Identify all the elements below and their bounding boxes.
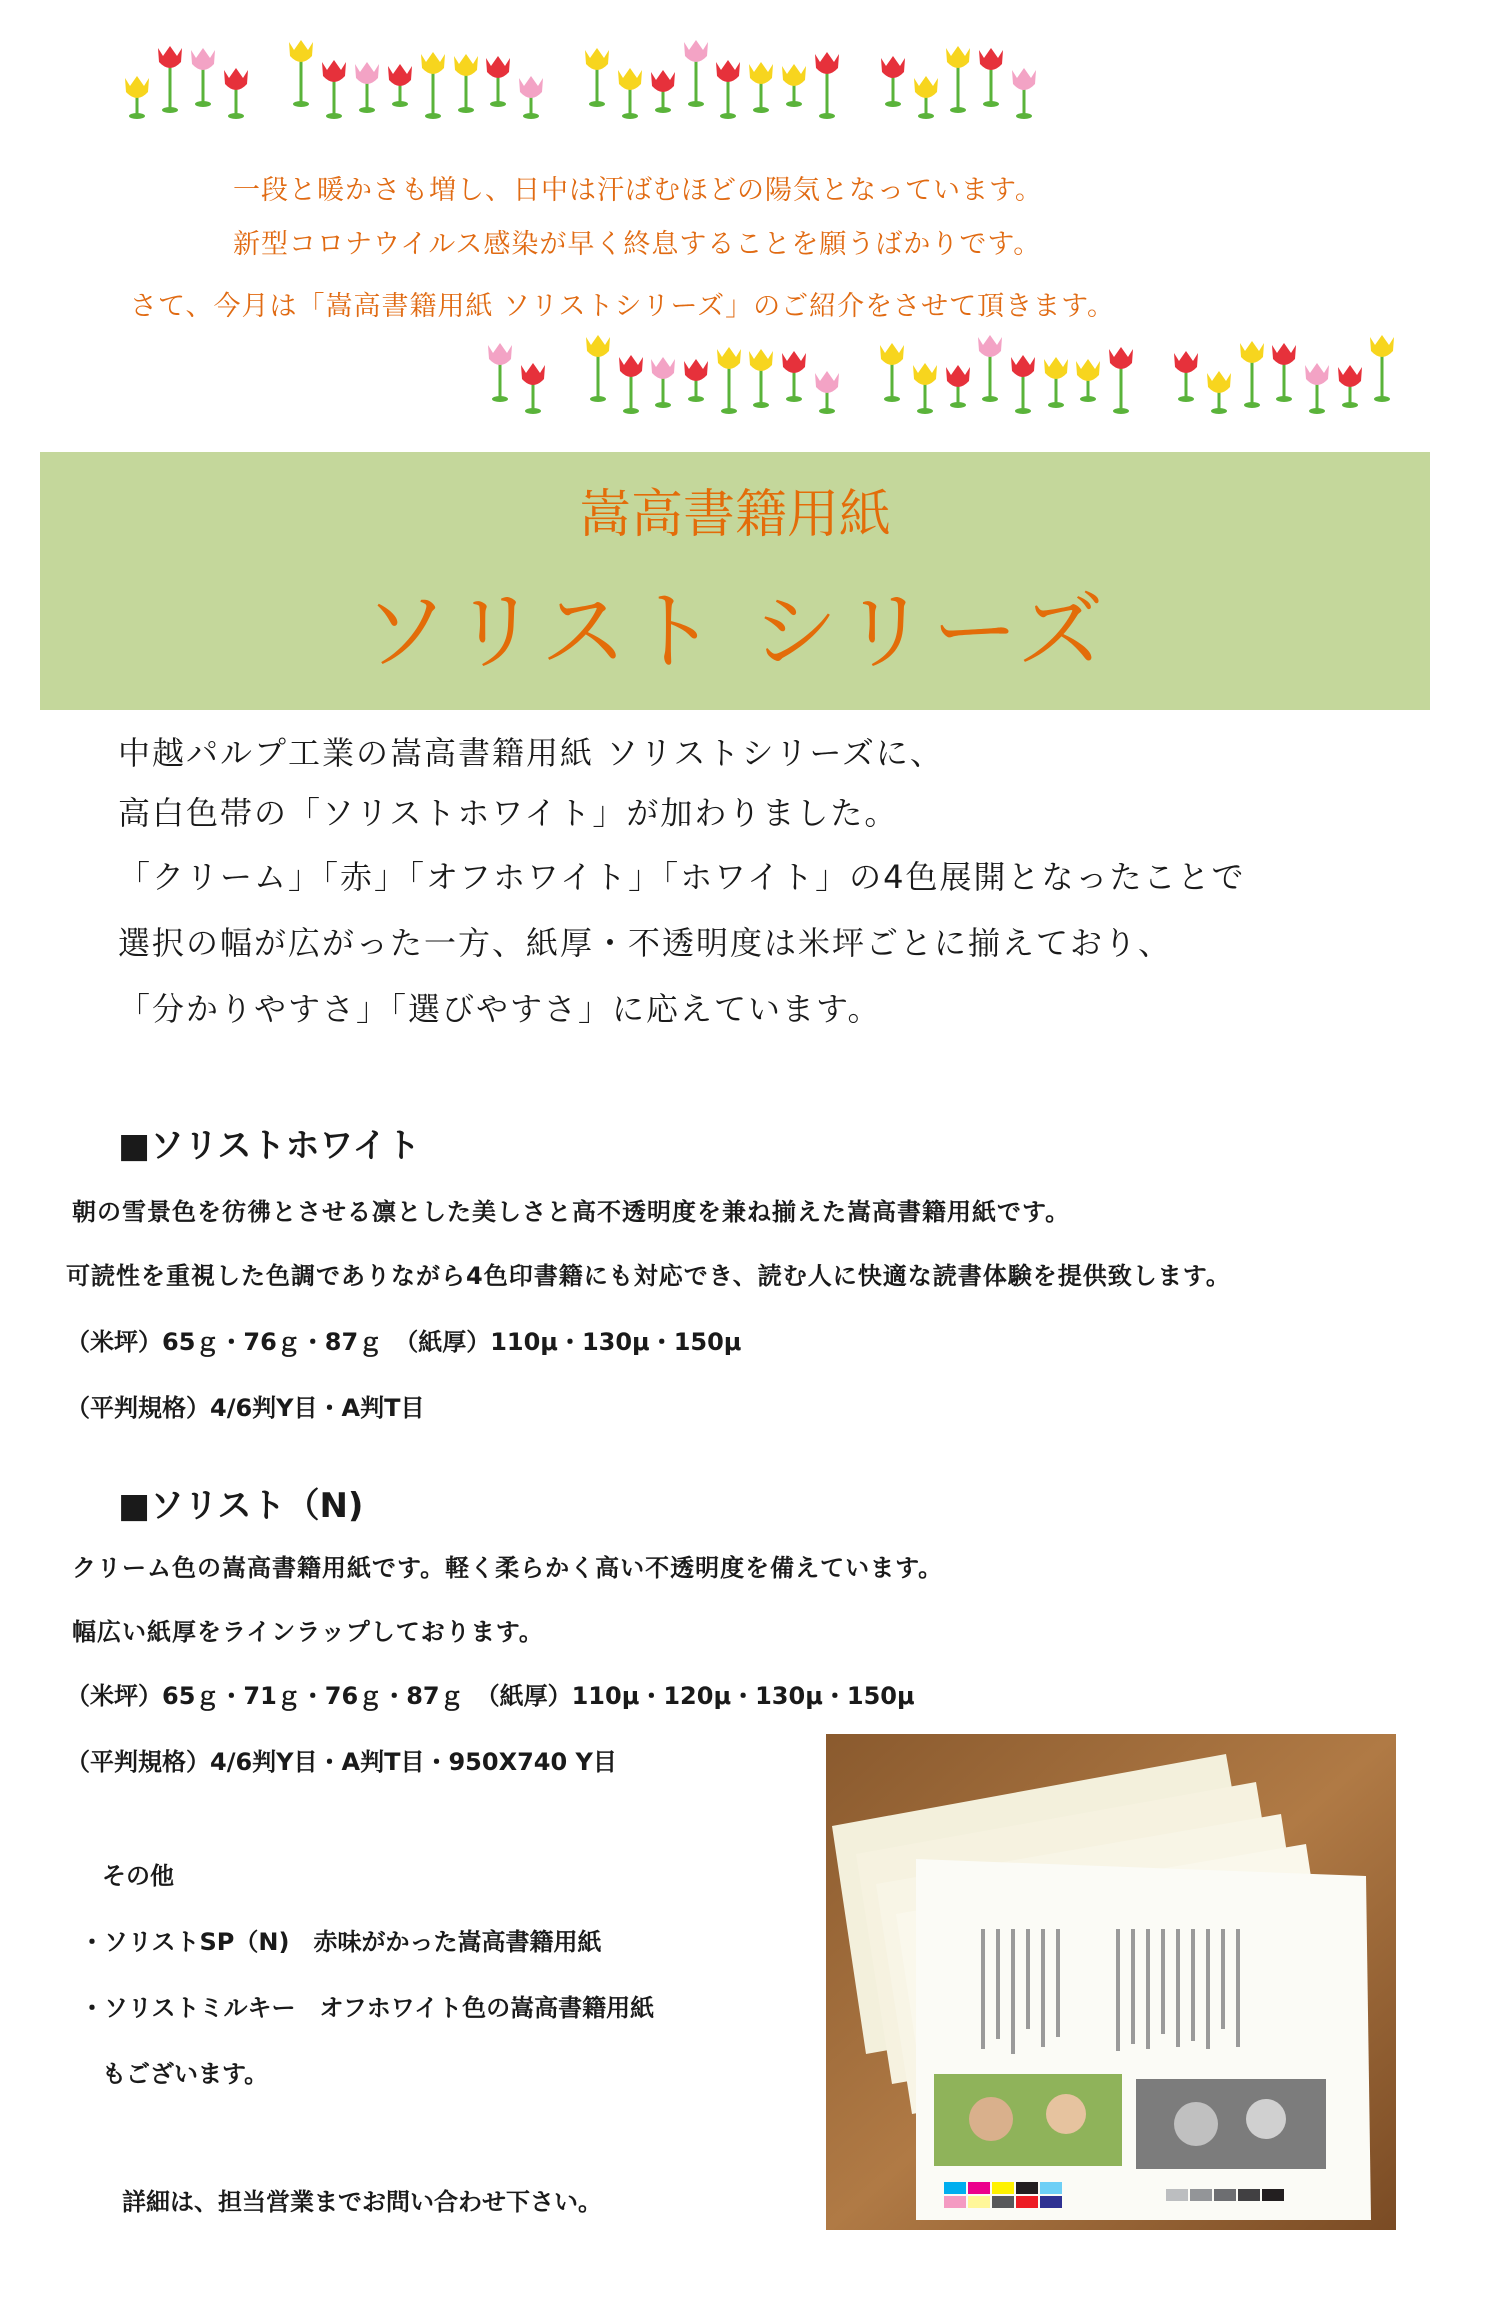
tulip-icon: [582, 44, 612, 108]
tulip-icon: [976, 44, 1006, 108]
white-desc-1: 朝の雪景色を彷彿とさせる凛とした美しさと高不透明度を兼ね揃えた嵩高書籍用紙です。: [72, 1198, 1071, 1226]
lead-line-1: 中越パルプ工業の嵩高書籍用紙 ソリストシリーズに、: [118, 734, 944, 772]
tulip-icon: [286, 36, 316, 108]
tulip-icon: [418, 48, 448, 120]
contact-note: 詳細は、担当営業までお問い合わせ下さい。: [122, 2188, 602, 2216]
tulip-icon: [779, 60, 809, 108]
paper-samples-photo: [826, 1734, 1396, 2230]
white-spec-2: （平判規格）4/6判Y目・A判T目: [66, 1394, 425, 1422]
tulip-icon: [385, 60, 415, 108]
tulip-icon: [911, 72, 941, 120]
tulip-icon: [1367, 331, 1397, 403]
tulip-icon: [648, 353, 678, 409]
tulip-icon: [681, 36, 711, 108]
tulip-icon: [878, 52, 908, 108]
tulip-icon: [1106, 343, 1136, 415]
tulip-icon: [713, 56, 743, 120]
intro-line-1: 一段と暖かさも増し、日中は汗ばむほどの陽気となっています。: [233, 175, 1043, 206]
section-heading-white: ■ソリストホワイト: [118, 1126, 421, 1166]
other-item-2: ・ソリストミルキー オフホワイト色の嵩高書籍用紙: [80, 1994, 655, 2022]
tulip-icon: [319, 56, 349, 120]
tulip-icon: [1008, 351, 1038, 415]
tulip-icon: [1237, 337, 1267, 409]
tulip-icon: [583, 331, 613, 403]
tulip-icon: [451, 50, 481, 114]
n-spec-2: （平判規格）4/6判Y目・A判T目・950X740 Y目: [66, 1748, 617, 1776]
intro-line-3: さて、今月は「嵩高書籍用紙 ソリストシリーズ」のご紹介をさせて頂きます。: [130, 291, 1115, 322]
tulip-icon: [485, 339, 515, 403]
tulip-icon: [1041, 353, 1071, 409]
n-spec-1: （米坪）65ｇ・71ｇ・76ｇ・87ｇ （紙厚）110μ・120μ・130μ・150μ: [66, 1682, 915, 1710]
white-spec-1: （米坪）65ｇ・76ｇ・87ｇ （紙厚）110μ・130μ・150μ: [66, 1328, 742, 1356]
lead-line-4: 選択の幅が広がった一方、紙厚・不透明度は米坪ごとに揃えており、: [118, 924, 1173, 962]
tulip-icon: [155, 42, 185, 114]
tulip-icon: [812, 48, 842, 120]
tulip-icon: [188, 44, 218, 108]
tulip-icon: [615, 64, 645, 120]
lead-line-3: 「クリーム」「赤」「オフホワイト」「ホワイト」の4色展開となったことで: [118, 858, 1246, 896]
tulip-icon: [975, 331, 1005, 403]
tulip-icon: [516, 72, 546, 120]
tulip-icon: [122, 72, 152, 120]
tulip-icon: [779, 347, 809, 403]
lead-line-2: 高白色帯の「ソリストホワイト」が加わりました。: [118, 794, 899, 832]
tulip-icon: [943, 361, 973, 409]
section-heading-n: ■ソリスト（N): [118, 1486, 364, 1526]
other-item-1: ・ソリストSP（N) 赤味がかった嵩高書籍用紙: [80, 1928, 602, 1956]
banner-title: 嵩高書籍用紙: [578, 485, 891, 545]
tulip-icon: [746, 58, 776, 114]
tulip-icon: [1335, 361, 1365, 409]
tulip-icon: [681, 355, 711, 403]
tulip-icon: [518, 359, 548, 415]
intro-line-2: 新型コロナウイルス感染が早く終息することを願うばかりです。: [233, 229, 1042, 260]
tulip-icon: [714, 343, 744, 415]
tulip-icon: [352, 58, 382, 114]
tulip-icon: [221, 64, 251, 120]
n-desc-1: クリーム色の嵩高書籍用紙です。軽く柔らかく高い不透明度を備えています。: [72, 1554, 944, 1582]
tulip-icon: [616, 351, 646, 415]
tulip-icon: [1009, 64, 1039, 120]
other-heading: その他: [102, 1862, 174, 1890]
tulip-icon: [648, 66, 678, 114]
bottom-tulip-row: [485, 335, 1400, 415]
tulip-icon: [1171, 347, 1201, 403]
banner-subtitle: ソリスト シリーズ: [362, 582, 1108, 682]
tulip-icon: [877, 339, 907, 403]
tulip-icon: [1269, 339, 1299, 403]
other-item-3: もございます。: [102, 2060, 269, 2088]
tulip-icon: [812, 367, 842, 415]
tulip-icon: [1204, 367, 1234, 415]
tulip-icon: [943, 42, 973, 114]
tulip-icon: [1302, 359, 1332, 415]
title-banner: [40, 452, 1430, 710]
white-desc-2: 可読性を重視した色調でありながら4色印書籍にも対応でき、読む人に快適な読書体験を提供致します。: [66, 1262, 1231, 1290]
tulip-icon: [746, 345, 776, 409]
n-desc-2: 幅広い紙厚をラインラップしております。: [72, 1618, 544, 1646]
tulip-icon: [1073, 355, 1103, 403]
tulip-icon: [483, 52, 513, 108]
top-tulip-row: [122, 40, 1042, 120]
tulip-icon: [910, 359, 940, 415]
lead-line-5: 「分かりやすさ」「選びやすさ」に応えています。: [118, 990, 882, 1028]
